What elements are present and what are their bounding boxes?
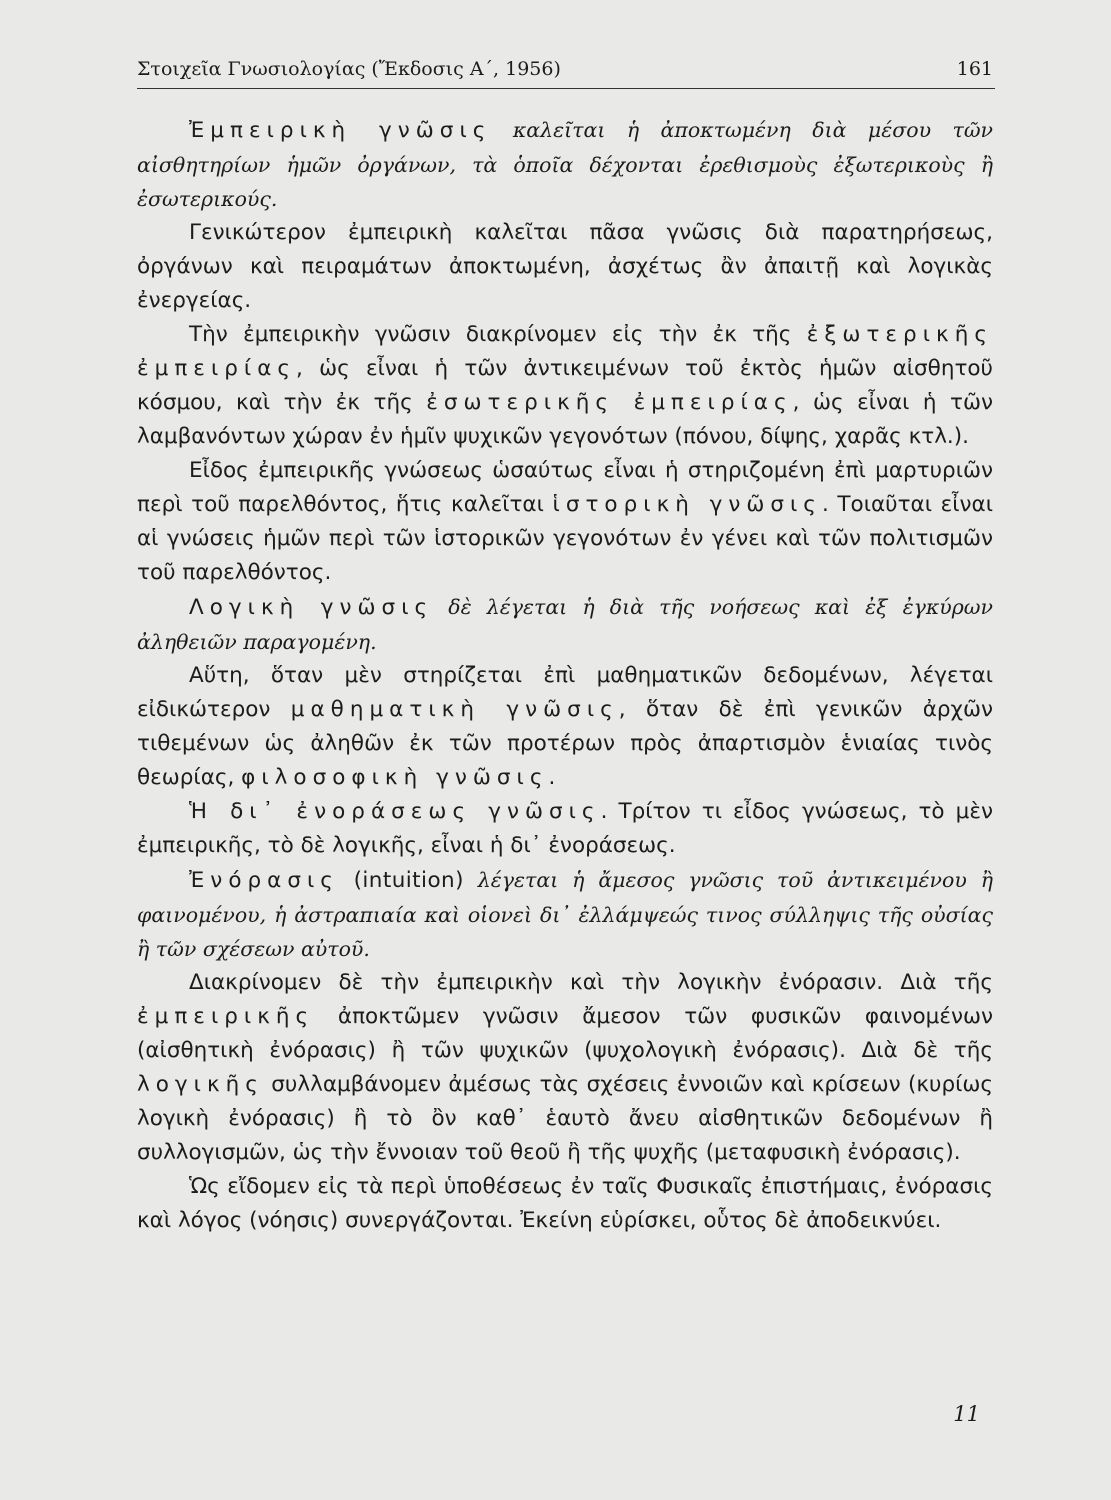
term-internal-experience: ἐσωτερικῆς ἐμπειρίας: [426, 390, 793, 415]
term-logical-knowledge: Λογικὴ γνῶσις: [189, 595, 434, 620]
paragraph-historical: [137, 454, 993, 590]
paragraph-text: Διακρίνομεν δὲ τὴν ἐμπειρικὴν καὶ τὴν λογικὴν ἐνόρασιν. Διὰ τῆς: [189, 970, 993, 995]
paragraph-text: Ὡς εἴδομεν εἰς τὰ περὶ ὑποθέσεως ἐν ταῖς Φυσικαῖς ἐπιστήμαις, ἐνόρασις καὶ λόγος (νόησις) συνεργάζονται. Ἐκείνη εὑρίσκει, οὗτος δὲ ἀποδεικνύει.: [137, 1174, 993, 1233]
header-title: Στοιχεῖα Γνωσιολογίας (Ἔκδοσις Α΄, 1956): [137, 58, 561, 80]
term-intuition-english: (intuition): [338, 868, 464, 893]
term-empirical: ἐμπειρικῆς: [137, 1004, 315, 1029]
signature-mark: 11: [953, 1402, 980, 1426]
definition-text: δὲ λέγεται ἡ διὰ τῆς νοήσεως καὶ ἐξ ἐγκύρων ἀληθειῶν παραγομένη.: [137, 595, 993, 654]
term-empirical-knowledge: Ἐμπειρικὴ γνῶσις: [189, 118, 492, 143]
paragraph-intuitive-knowledge: [137, 795, 993, 863]
term-mathematical-knowledge: μαθηματικὴ γνῶσις: [290, 697, 619, 722]
term-logical: λογικῆς: [137, 1072, 264, 1097]
paragraph-text: Αὕτη, ὅταν μὲν στηρίζεται ἐπὶ μαθηματικῶν δεδομένων, λέγεται εἰδικώτερον: [137, 663, 993, 722]
paragraph-text: . Τρίτον τι εἶδος γνώσεως, τὸ μὲν ἐμπειρικῆς, τὸ δὲ λογικῆς, εἶναι ἡ δι᾽ ἐνοράσεως.: [137, 799, 993, 858]
paragraph-intuition: [137, 863, 993, 966]
paragraph-text: .: [548, 765, 556, 790]
paragraph-mathematical: [137, 659, 993, 795]
term-intuition: Ἐνόρασις: [189, 868, 339, 893]
definition-text: λέγεται ἡ ἄμεσος γνῶσις τοῦ ἀντικειμένου ἢ φαινομένου, ἡ ἀστραπιαία καὶ οἱονεὶ δι᾽ ἐλλάμψεώς τινος σύλληψις τῆς οὐσίας ἢ τῶν σχέσεων αὐτοῦ.: [137, 868, 993, 961]
running-header: [137, 50, 995, 89]
paragraph-text: Γενικώτερον ἐμπειρικὴ καλεῖται πᾶσα γνῶσις διὰ παρατηρήσεως, ὀργάνων καὶ πειραμάτων ἀποκτωμένη, ἀσχέτως ἂν ἀπαιτῇ καὶ λογικὰς ἐνεργείας.: [137, 220, 993, 313]
paragraph-text: ἀποκτῶμεν γνῶσιν ἄμεσον τῶν φυσικῶν φαινομένων (αἰσθητικὴ ἐνόρασις) ἢ τῶν ψυχικῶν (ψυχολογικὴ ἐνόρασις). Διὰ δὲ τῆς: [137, 1004, 993, 1063]
paragraph-empirical-logical-intuition: [137, 966, 993, 1170]
paragraph-general-empirical: [137, 216, 993, 318]
body-text: [137, 113, 993, 1238]
term-intuitive-knowledge: Ἡ δι᾽ ἐνοράσεως γνῶσις: [189, 799, 601, 824]
paragraph-empirical-knowledge: [137, 113, 993, 216]
term-philosophical-knowledge: φιλοσοφικὴ γνῶσις: [241, 765, 549, 790]
term-external-experience: ἐξωτερικῆς ἐμπειρίας: [137, 322, 993, 381]
paragraph-text: Τὴν ἐμπειρικὴν γνῶσιν διακρίνομεν εἰς τὴν ἐκ τῆς: [189, 322, 807, 347]
paragraph-text: . Τοιαῦται εἶναι αἱ γνώσεις ἡμῶν περὶ τῶν ἱστορικῶν γεγονότων ἐν γένει καὶ τῶν πολιτισμῶν τοῦ παρελθόντος.: [137, 492, 993, 585]
paragraph-text: , ὡς εἶναι ἡ τῶν λαμβανόντων χώραν ἐν ἡμῖν ψυχικῶν γεγονότων (πόνου, δίψης, χαρᾶς κτλ.).: [137, 390, 993, 449]
paragraph-external-internal: [137, 318, 993, 454]
paragraph-logical-knowledge: [137, 590, 993, 659]
term-historical-knowledge: ἱστορικὴ γνῶσις: [552, 492, 822, 517]
paragraph-text: Εἶδος ἐμπειρικῆς γνώσεως ὡσαύτως εἶναι ἡ στηριζομένη ἐπὶ μαρτυριῶν περὶ τοῦ παρελθόντος, ἥτις καλεῖται: [137, 458, 993, 517]
definition-text: καλεῖται ἡ ἀποκτωμένη διὰ μέσου τῶν αἰσθητηρίων ἡμῶν ὀργάνων, τὰ ὁποῖα δέχονται ἐρεθισμοὺς ἐξωτερικοὺς ἢ ἐσωτερικούς.: [137, 118, 993, 211]
paragraph-text: , ὡς εἶναι ἡ τῶν ἀντικειμένων τοῦ ἐκτὸς ἡμῶν αἰσθητοῦ κόσμου, καὶ τὴν ἐκ τῆς: [137, 356, 993, 415]
page-number: 161: [956, 58, 993, 80]
paragraph-text: συλλαμβάνομεν ἀμέσως τὰς σχέσεις ἐννοιῶν καὶ κρίσεων (κυρίως λογικὴ ἐνόρασις) ἢ τὸ ὂν καθ᾽ ἑαυτὸ ἄνευ αἰσθητικῶν δεδομένων ἢ συλλογισμῶν, ὡς τὴν ἔννοιαν τοῦ θεοῦ ἢ τῆς ψυχῆς (μεταφυσικὴ ἐνόρασις).: [137, 1072, 993, 1165]
paragraph-text: , ὅταν δὲ ἐπὶ γενικῶν ἀρχῶν τιθεμένων ὡς ἀληθῶν ἐκ τῶν προτέρων πρὸς ἀπαρτισμὸν ἑνιαίας τινὸς θεωρίας,: [137, 697, 993, 790]
paragraph-conclusion: [137, 1170, 993, 1238]
